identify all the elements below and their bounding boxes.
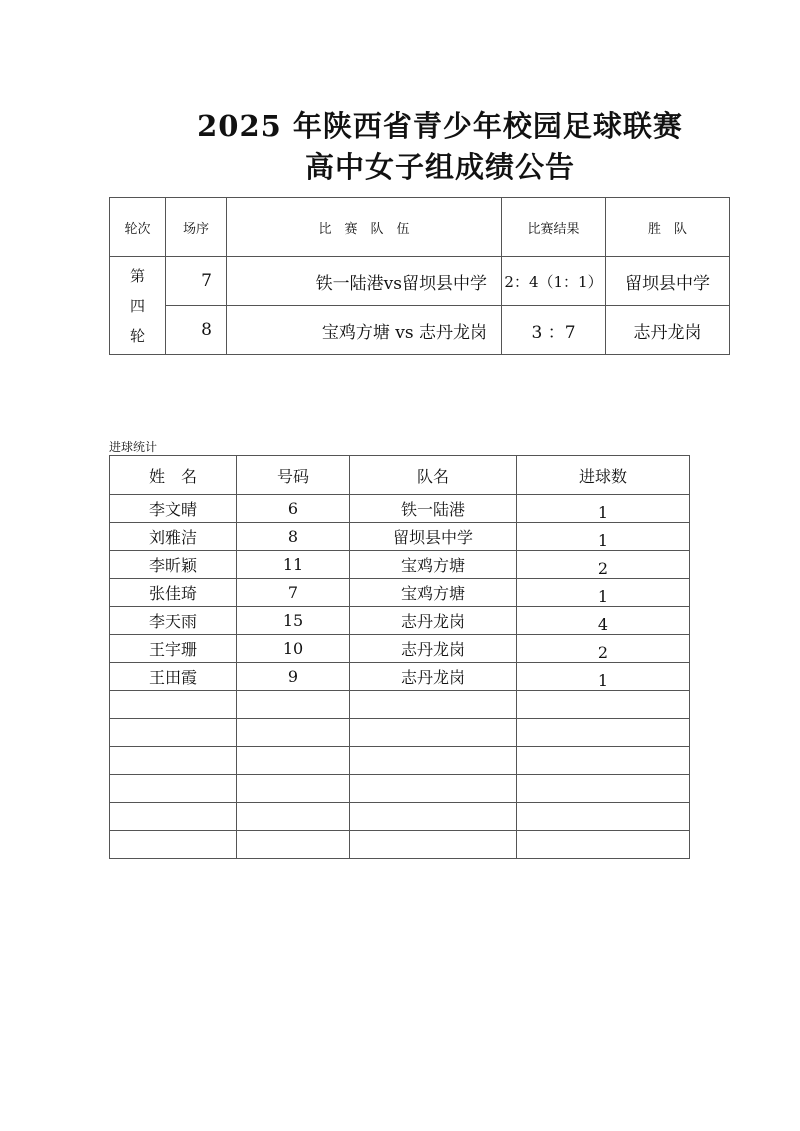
header-match-no: 场序 [166, 198, 227, 257]
empty-cell [237, 775, 350, 803]
results-header-row [110, 198, 730, 257]
table-row [110, 306, 730, 355]
empty-cell [110, 691, 237, 719]
player-number: 9 [237, 663, 350, 691]
table-row [110, 607, 690, 635]
header-teams: 比 赛 队 伍 [227, 198, 502, 257]
empty-cell [110, 831, 237, 859]
player-number: 6 [237, 495, 350, 523]
empty-cell [517, 775, 690, 803]
player-number: 15 [237, 607, 350, 635]
player-team: 志丹龙岗 [350, 607, 517, 635]
header-team: 队名 [350, 456, 517, 495]
page-subtitle: 高中女子组成绩公告 [304, 150, 575, 184]
round-char: 第 [129, 266, 145, 285]
stats-label: 进球统计 [109, 440, 158, 454]
player-name: 刘雅洁 [110, 523, 237, 551]
header-name: 姓 名 [110, 456, 237, 495]
player-team: 铁一陆港 [350, 495, 517, 523]
player-goals: 2 [517, 635, 690, 663]
round-label [110, 257, 166, 355]
empty-cell [110, 747, 237, 775]
player-team: 宝鸡方塘 [350, 551, 517, 579]
empty-row [110, 719, 690, 747]
page-title: 2025 年陕西省青少年校园足球联赛 [197, 109, 683, 143]
match-no: 7 [166, 257, 227, 306]
empty-cell [237, 831, 350, 859]
player-name: 李文晴 [110, 495, 237, 523]
empty-row [110, 803, 690, 831]
header-round: 轮次 [110, 198, 166, 257]
empty-cell [517, 747, 690, 775]
empty-cell [350, 775, 517, 803]
match-winner: 志丹龙岗 [606, 306, 730, 355]
player-goals: 2 [517, 551, 690, 579]
results-table [109, 197, 730, 355]
empty-cell [110, 775, 237, 803]
round-char: 轮 [129, 326, 145, 345]
player-name: 李昕颖 [110, 551, 237, 579]
table-row [110, 523, 690, 551]
player-team: 志丹龙岗 [350, 663, 517, 691]
player-name: 李天雨 [110, 607, 237, 635]
empty-cell [517, 831, 690, 859]
empty-cell [350, 831, 517, 859]
table-row [110, 663, 690, 691]
empty-cell [350, 803, 517, 831]
player-name: 张佳琦 [110, 579, 237, 607]
stats-header-row [110, 456, 690, 495]
player-name: 王田霞 [110, 663, 237, 691]
player-goals: 1 [517, 523, 690, 551]
table-row [110, 551, 690, 579]
empty-cell [350, 691, 517, 719]
empty-cell [237, 691, 350, 719]
match-no: 8 [166, 306, 227, 355]
empty-row [110, 747, 690, 775]
empty-cell [350, 747, 517, 775]
table-row [110, 257, 730, 306]
header-goals: 进球数 [517, 456, 690, 495]
table-row [110, 579, 690, 607]
empty-cell [517, 803, 690, 831]
player-goals: 4 [517, 607, 690, 635]
empty-row [110, 775, 690, 803]
player-goals: 1 [517, 663, 690, 691]
match-teams: 宝鸡方塘 vs 志丹龙岗 [227, 306, 502, 355]
player-team: 留坝县中学 [350, 523, 517, 551]
empty-cell [237, 747, 350, 775]
player-name: 王宇珊 [110, 635, 237, 663]
player-goals: 1 [517, 495, 690, 523]
empty-cell [517, 691, 690, 719]
empty-cell [237, 719, 350, 747]
player-number: 7 [237, 579, 350, 607]
match-winner: 留坝县中学 [606, 257, 730, 306]
round-char: 四 [129, 296, 145, 315]
match-teams: 铁一陆港vs留坝县中学 [227, 257, 502, 306]
header-number: 号码 [237, 456, 350, 495]
empty-cell [350, 719, 517, 747]
empty-row [110, 691, 690, 719]
player-number: 11 [237, 551, 350, 579]
match-score: 2：4（1：1） [502, 257, 606, 306]
goal-stats-table [109, 455, 690, 859]
header-winner: 胜 队 [606, 198, 730, 257]
empty-cell [237, 803, 350, 831]
player-number: 8 [237, 523, 350, 551]
table-row [110, 495, 690, 523]
player-team: 志丹龙岗 [350, 635, 517, 663]
empty-row [110, 831, 690, 859]
player-number: 10 [237, 635, 350, 663]
empty-cell [517, 719, 690, 747]
empty-cell [110, 803, 237, 831]
table-row [110, 635, 690, 663]
match-score: 3 ：7 [502, 306, 606, 355]
player-team: 宝鸡方塘 [350, 579, 517, 607]
player-goals: 1 [517, 579, 690, 607]
header-result: 比赛结果 [502, 198, 606, 257]
empty-cell [110, 719, 237, 747]
stats-body [110, 495, 690, 859]
